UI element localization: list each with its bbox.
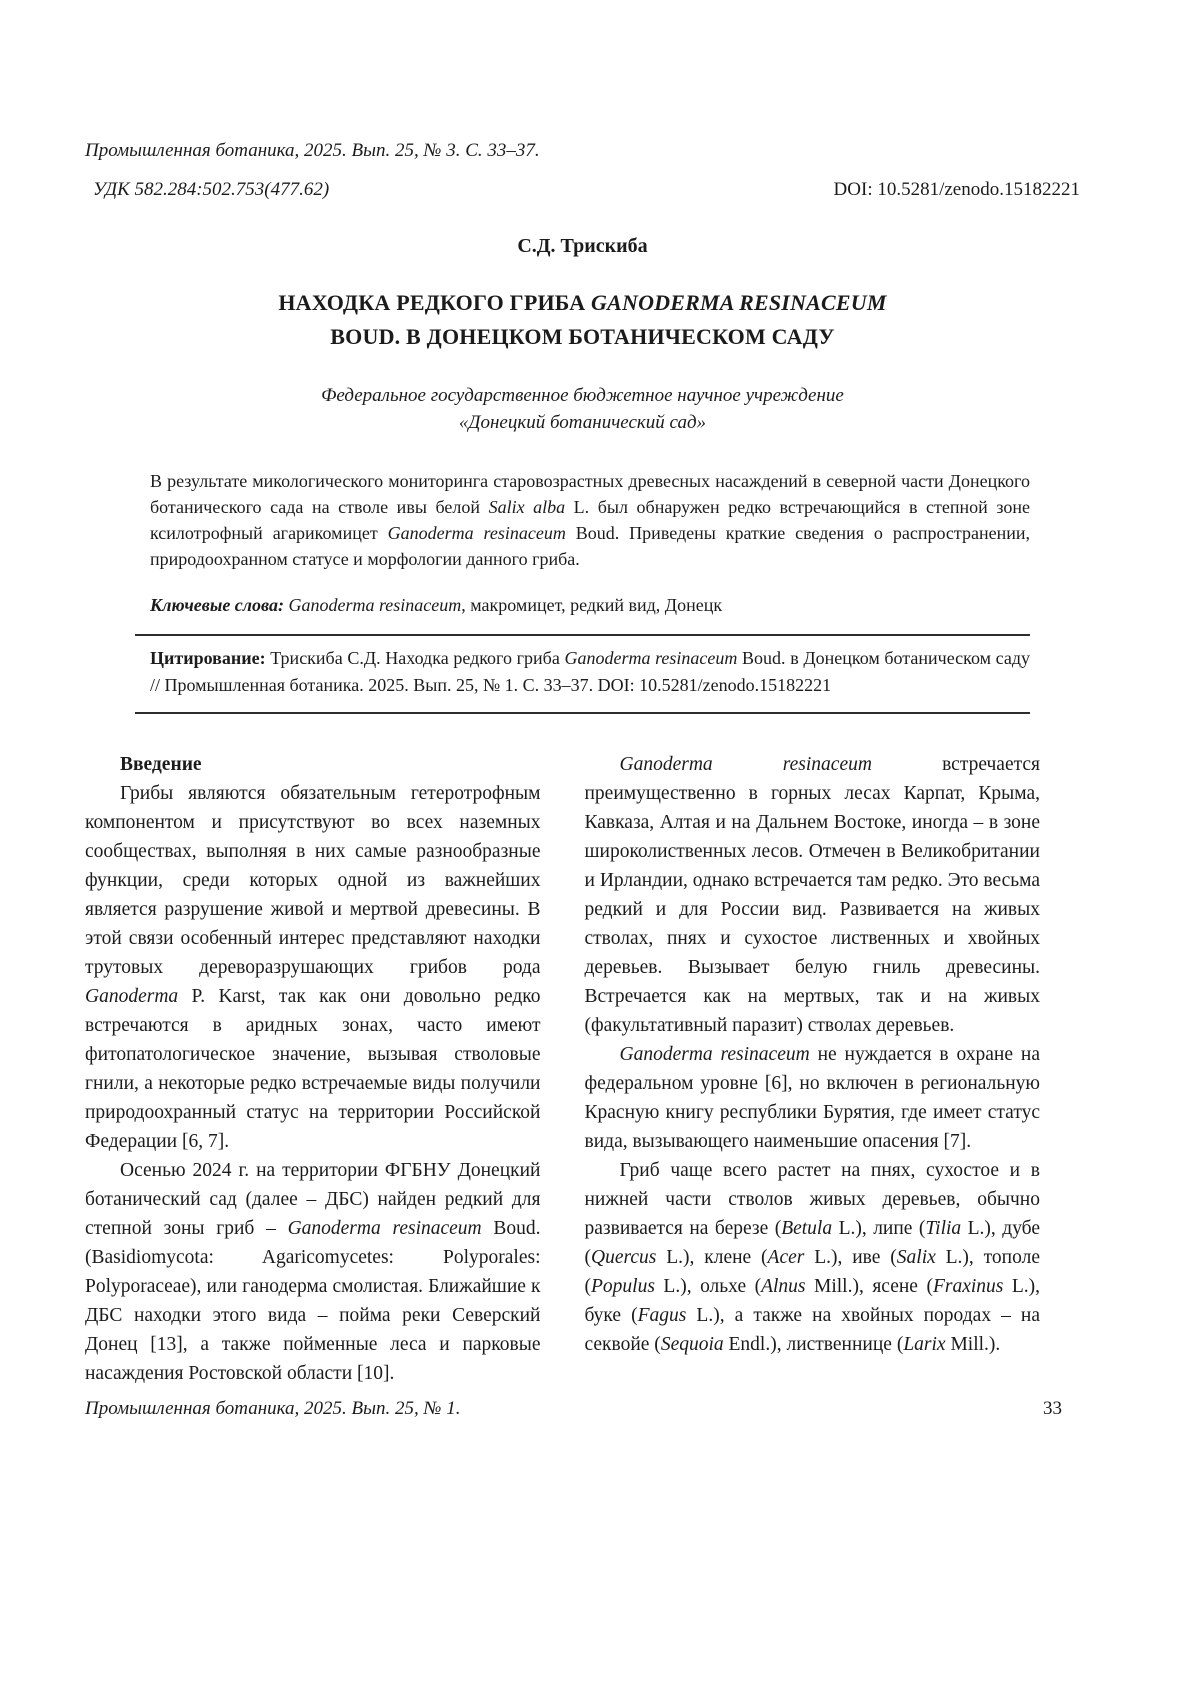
affiliation: Федеральное государственное бюджетное научное учреждение «Донецкий ботанический сад» xyxy=(321,385,844,433)
paragraph: Ganoderma resinaceum не нуждается в охране на федеральном уровне [6], но включен в региональную Красную книгу республики Бурятия, где имеет статус вида, вызывающего наименьшие опасения [7]. xyxy=(584,1044,1040,1152)
citation-text: Цитирование: Трискиба С.Д. Находка редкого гриба Ganoderma resinaceum Boud. в Донецком ботаническом саду // Промышленная ботаника. 2025. Вып. 25, № 1. С. 33–37. DOI: 10.5281/zenodo.15182221 xyxy=(150,648,1031,695)
paragraph: Осенью 2024 г. на территории ФГБНУ Донецкий ботанический сад (далее – ДБС) найден редкий для степной зоны гриб – Ganoderma resinaceum Boud. (Basidiomycota: Agaricomycetes: Polyporales: Polyporaceae), или ганодерма смолистая. Ближайшие к ДБС находки этого вида – пойма реки Северский Донец [13], а также пойменные леса и парковые насаждения Ростовской области [10]. xyxy=(85,1160,541,1384)
section-heading-introduction: Введение xyxy=(120,754,202,775)
meta-row xyxy=(85,179,1080,201)
paragraph: Грибы являются обязательным гетеротрофным компонентом и присутствуют во всех наземных сообществах, выполняя в них самые разнообразные функции, среди которых одной из важнейших является разрушение живой и мертвой древесины. В этой связи особенный интерес представляют находки трутовых дереворазрушающих грибов рода Ganoderma P. Karst, так как они довольно редко встречаются в аридных зонах, часто имеют фитопатологическое значение, вызывая стволовые гнили, а некоторые редко встречаемые виды получили природоохранный статус на территории Российской Федерации [6, 7]. xyxy=(85,783,541,1152)
page-footer xyxy=(85,1398,1080,1420)
footer-journal-line: Промышленная ботаника, 2025. Вып. 25, № 1. xyxy=(85,1398,461,1419)
left-column-paragraphs xyxy=(85,779,541,1388)
doi-text: DOI: 10.5281/zenodo.15182221 xyxy=(833,179,1080,200)
citation-block xyxy=(135,634,1030,714)
paragraph: Гриб чаще всего растет на пнях, сухостое и в нижней части стволов живых деревьев, обычно развивается на березе (Betula L.), липе (Tilia L.), дубе (Quercus L.), клене (Acer L.), иве (Salix L.), тополе (Populus L.), ольхе (Alnus Mill.), ясене (Fraxinus L.), буке (Fagus L.), а также на хвойных породах – на секвойе (Sequoia Endl.), лиственнице (Larix Mill.). xyxy=(584,1160,1041,1355)
article-title: НАХОДКА РЕДКОГО ГРИБА GANODERMA RESINACEUM BOUD. В ДОНЕЦКОМ БОТАНИЧЕСКОМ САДУ xyxy=(278,290,887,349)
journal-header-line: Промышленная ботаника, 2025. Вып. 25, № 3. С. 33–37. xyxy=(85,140,540,161)
left-column xyxy=(85,750,541,1388)
keywords-line: Ключевые слова: Ganoderma resinaceum, макромицет, редкий вид, Донецк xyxy=(150,595,723,615)
right-column xyxy=(585,750,1041,1388)
udc-code: УДК 582.284:502.753(477.62) xyxy=(93,179,330,200)
article-body xyxy=(85,750,1040,1388)
author-name: С.Д. Трискиба xyxy=(517,235,648,257)
right-column-paragraphs xyxy=(585,750,1041,1359)
paragraph: Ganoderma resinaceum встречается преимущественно в горных лесах Карпат, Крыма, Кавказа, Алтая и на Дальнем Востоке, иногда – в зоне широколиственных лесов. Отмечен в Великобритании и Ирландии, однако встречается там редко. Это весьма редкий и для России вид. Развивается на живых стволах, пнях и сухостое лиственных и хвойных деревьев. Вызывает белую гниль древесины. Встречается как на мертвых, так и на живых (факультативный паразит) стволах деревьев. xyxy=(584,754,1040,1036)
page-number: 33 xyxy=(1043,1398,1062,1419)
abstract-text: В результате микологического мониторинга старовозрастных древесных насаждений в северной части Донецкого ботанического сада на стволе ивы белой Salix alba L. был обнаружен редко встречающийся в степной зоне ксилотрофный агарикомицет Ganoderma resinaceum Boud. Приведены краткие сведения о распространении, природоохранном статусе и морфологии данного гриба. xyxy=(150,471,1030,569)
page-header xyxy=(85,138,1080,201)
